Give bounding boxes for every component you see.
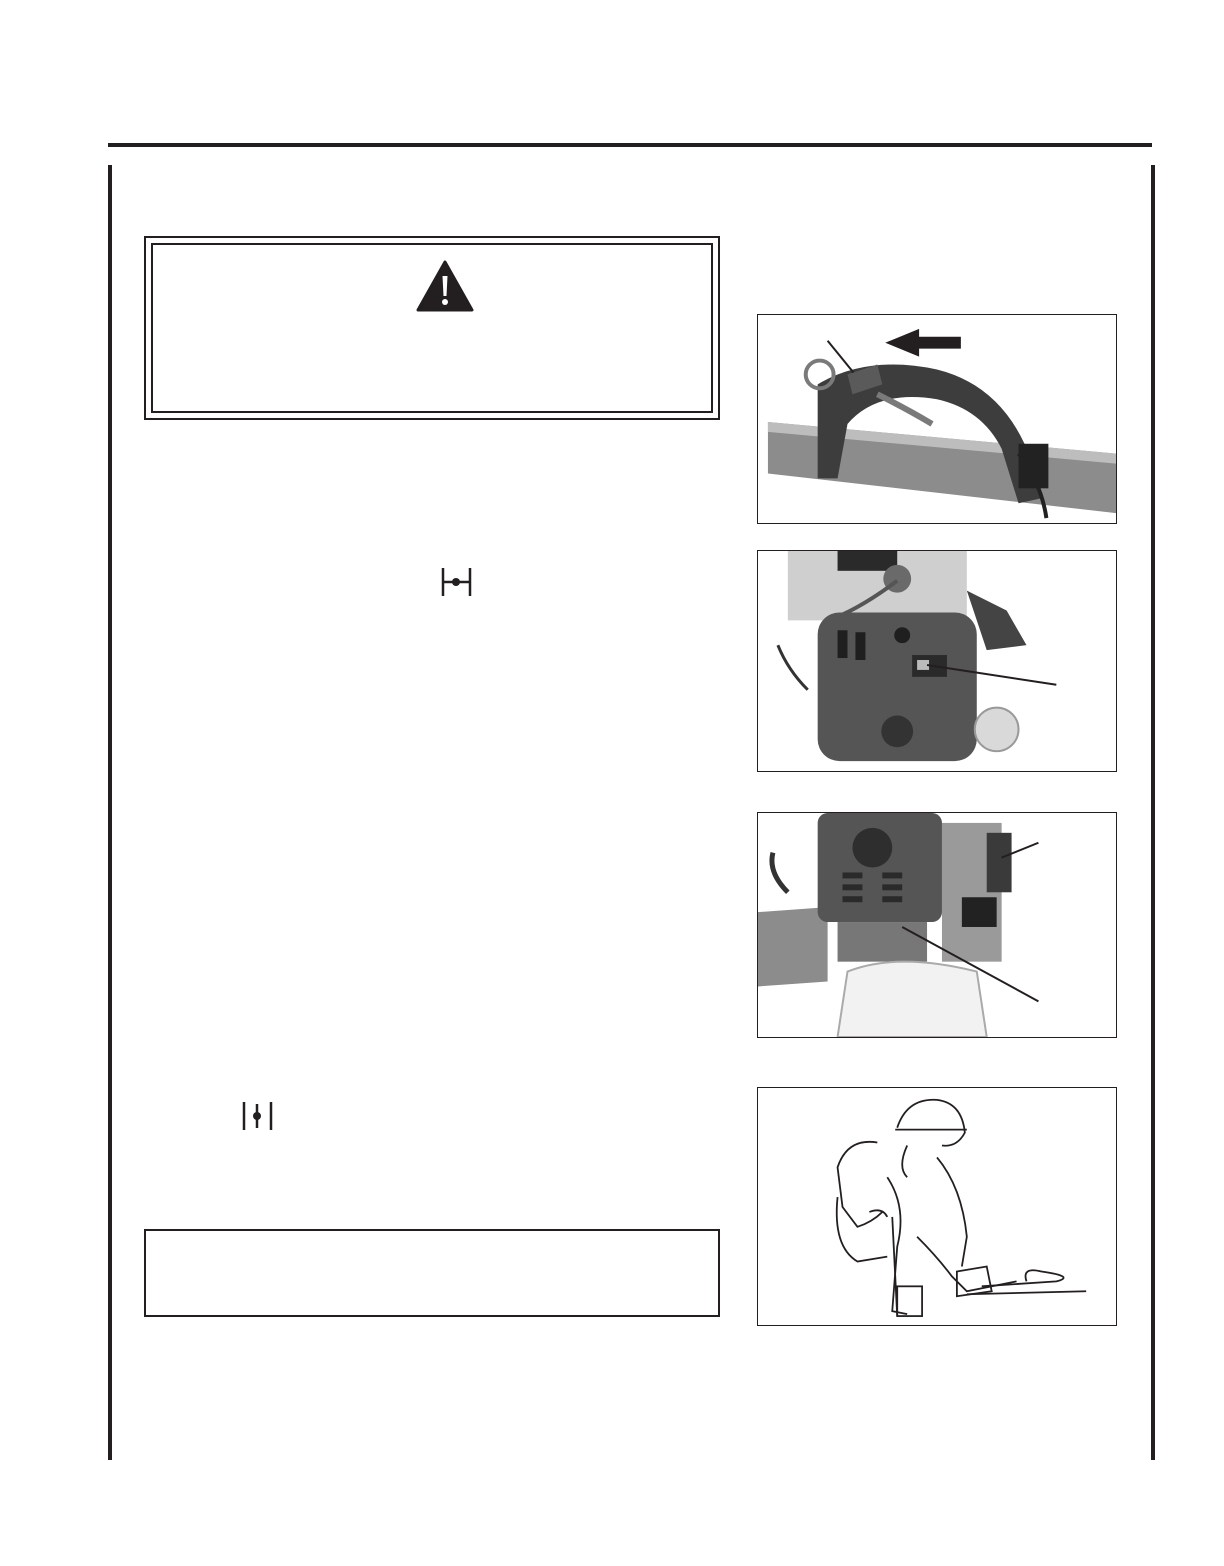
throttle-handle-photo [757,314,1117,524]
header-rule [108,143,1152,147]
warning-box [144,236,720,420]
right-margin-rule [1151,165,1155,1460]
warning-box-inner [151,243,713,413]
primer-bulb-photo [757,812,1117,1038]
warning-triangle-icon [416,260,474,312]
starting-position-illustration [757,1087,1117,1326]
note-box [144,1229,720,1317]
choke-closed-symbol-icon [441,567,473,597]
choke-lever-photo [757,550,1117,772]
left-margin-rule [108,165,112,1460]
choke-open-symbol-icon [242,1101,274,1131]
